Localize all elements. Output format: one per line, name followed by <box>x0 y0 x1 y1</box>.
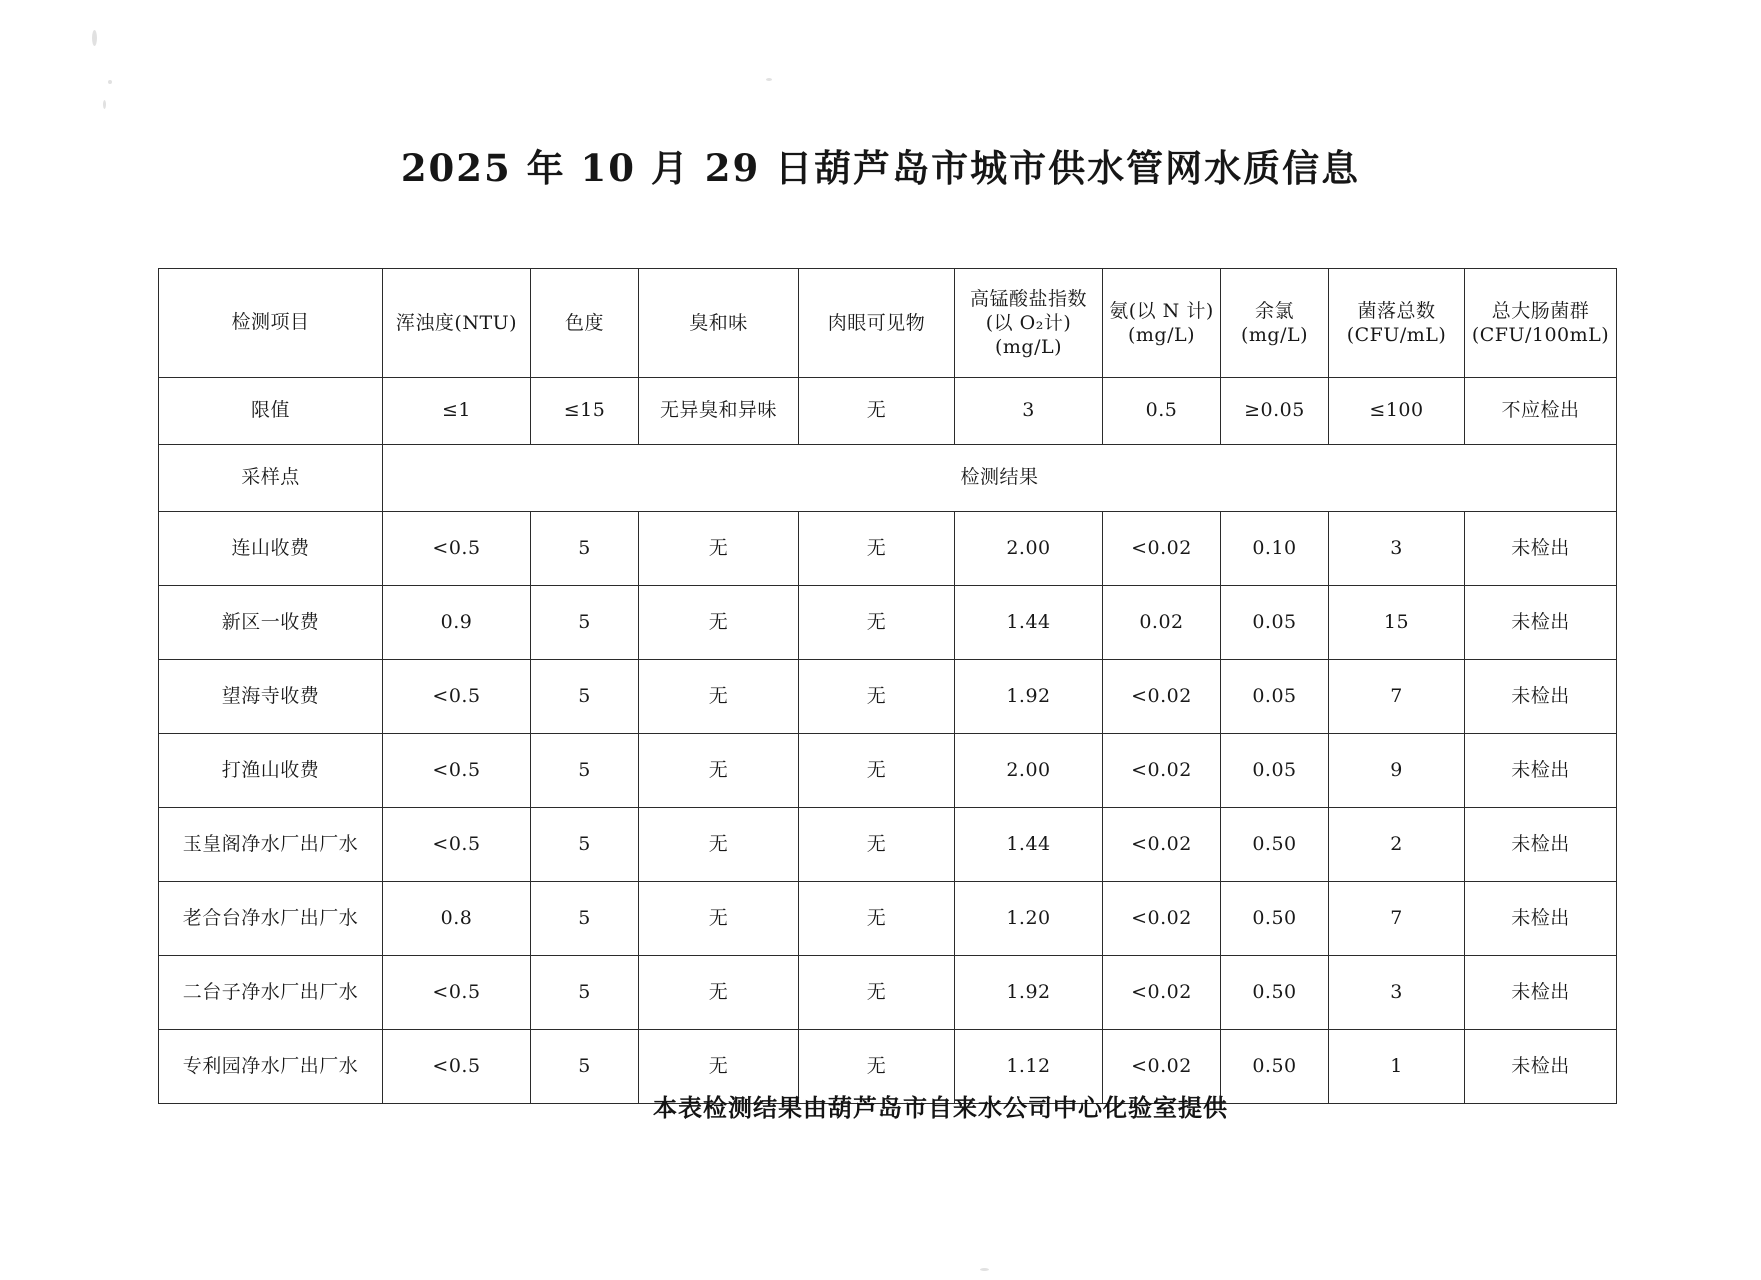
cell-turbidity: <0.5 <box>383 956 531 1030</box>
cell-turbidity: <0.5 <box>383 512 531 586</box>
cell-permanganate-index: 2.00 <box>955 512 1103 586</box>
limit-chromaticity: ≤15 <box>531 378 639 445</box>
header-line-1: 肉眼可见物 <box>827 311 926 334</box>
table-row <box>159 808 1617 882</box>
cell-turbidity: <0.5 <box>383 660 531 734</box>
cell-turbidity: <0.5 <box>383 808 531 882</box>
cell-residual-chlorine: 0.50 <box>1221 956 1329 1030</box>
limit-ammonia: 0.5 <box>1103 378 1221 445</box>
header-line-1: 余氯 <box>1254 299 1294 322</box>
limit-colony-count: ≤100 <box>1329 378 1465 445</box>
cell-visible-matter: 无 <box>799 660 955 734</box>
cell-turbidity: 0.9 <box>383 586 531 660</box>
cell-ammonia: <0.02 <box>1103 1030 1221 1104</box>
limit-turbidity: ≤1 <box>383 378 531 445</box>
cell-colony-count: 7 <box>1329 882 1465 956</box>
cell-chromaticity: 5 <box>531 956 639 1030</box>
header-line-1: 高锰酸盐指数 <box>969 287 1087 310</box>
header-line-2: (CFU/100mL) <box>1471 324 1610 346</box>
water-quality-table <box>158 268 1617 1104</box>
scan-speck <box>766 78 772 81</box>
cell-residual-chlorine: 0.50 <box>1221 808 1329 882</box>
cell-residual-chlorine: 0.05 <box>1221 586 1329 660</box>
cell-odor-taste: 无 <box>639 882 799 956</box>
cell-total-coliform: 未检出 <box>1465 586 1617 660</box>
cell-chromaticity: 5 <box>531 1030 639 1104</box>
header-cell-total-coliform <box>1465 269 1617 378</box>
sample-point-name: 老合台净水厂出厂水 <box>159 882 383 956</box>
cell-chromaticity: 5 <box>531 734 639 808</box>
cell-total-coliform: 未检出 <box>1465 956 1617 1030</box>
cell-visible-matter: 无 <box>799 512 955 586</box>
sample-point-name: 打渔山收费 <box>159 734 383 808</box>
cell-colony-count: 3 <box>1329 956 1465 1030</box>
limit-odor-taste: 无异臭和异味 <box>639 378 799 445</box>
cell-residual-chlorine: 0.50 <box>1221 882 1329 956</box>
cell-turbidity: <0.5 <box>383 1030 531 1104</box>
cell-permanganate-index: 1.44 <box>955 586 1103 660</box>
cell-turbidity: <0.5 <box>383 734 531 808</box>
cell-residual-chlorine: 0.50 <box>1221 1030 1329 1104</box>
results-group-header: 检测结果 <box>383 445 1617 512</box>
sample-point-name: 二台子净水厂出厂水 <box>159 956 383 1030</box>
cell-visible-matter: 无 <box>799 956 955 1030</box>
limit-permanganate-index: 3 <box>955 378 1103 445</box>
cell-visible-matter: 无 <box>799 586 955 660</box>
limit-residual-chlorine: ≥0.05 <box>1221 378 1329 445</box>
header-line-1: 氨(以 N 计) <box>1109 299 1214 322</box>
cell-residual-chlorine: 0.05 <box>1221 734 1329 808</box>
header-line-1: 总大肠菌群 <box>1491 299 1590 322</box>
cell-ammonia: <0.02 <box>1103 660 1221 734</box>
header-line-1: 菌落总数 <box>1357 299 1436 322</box>
table-row <box>159 882 1617 956</box>
cell-odor-taste: 无 <box>639 660 799 734</box>
limit-total-coliform: 不应检出 <box>1465 378 1617 445</box>
cell-odor-taste: 无 <box>639 512 799 586</box>
header-cell-chromaticity <box>531 269 639 378</box>
cell-permanganate-index: 1.92 <box>955 956 1103 1030</box>
cell-permanganate-index: 1.20 <box>955 882 1103 956</box>
header-cell-permanganate-index <box>955 269 1103 378</box>
cell-odor-taste: 无 <box>639 734 799 808</box>
scan-speck <box>92 30 97 46</box>
header-line-1: 浑浊度(NTU) <box>395 311 518 334</box>
table-row <box>159 512 1617 586</box>
cell-total-coliform: 未检出 <box>1465 660 1617 734</box>
scan-speck <box>108 80 112 84</box>
scan-speck <box>103 100 106 109</box>
cell-permanganate-index: 2.00 <box>955 734 1103 808</box>
cell-colony-count: 7 <box>1329 660 1465 734</box>
cell-chromaticity: 5 <box>531 512 639 586</box>
cell-odor-taste: 无 <box>639 586 799 660</box>
cell-ammonia: 0.02 <box>1103 586 1221 660</box>
cell-residual-chlorine: 0.05 <box>1221 660 1329 734</box>
table-row-limit <box>159 378 1617 445</box>
header-cell-turbidity <box>383 269 531 378</box>
cell-total-coliform: 未检出 <box>1465 734 1617 808</box>
header-cell-odor-taste <box>639 269 799 378</box>
cell-total-coliform: 未检出 <box>1465 512 1617 586</box>
header-cell-residual-chlorine <box>1221 269 1329 378</box>
row-label-limit: 限值 <box>159 378 383 445</box>
cell-colony-count: 9 <box>1329 734 1465 808</box>
header-cell-visible-matter <box>799 269 955 378</box>
header-line-1: 色度 <box>564 311 604 334</box>
table-row <box>159 734 1617 808</box>
cell-visible-matter: 无 <box>799 1030 955 1104</box>
cell-permanganate-index: 1.92 <box>955 660 1103 734</box>
cell-colony-count: 3 <box>1329 512 1465 586</box>
limit-visible-matter: 无 <box>799 378 955 445</box>
cell-total-coliform: 未检出 <box>1465 882 1617 956</box>
cell-permanganate-index: 1.12 <box>955 1030 1103 1104</box>
table-row <box>159 660 1617 734</box>
sample-point-name: 新区一收费 <box>159 586 383 660</box>
table-header-row <box>159 269 1617 378</box>
cell-ammonia: <0.02 <box>1103 882 1221 956</box>
cell-ammonia: <0.02 <box>1103 808 1221 882</box>
table-row <box>159 956 1617 1030</box>
cell-total-coliform: 未检出 <box>1465 808 1617 882</box>
header-line-1: 臭和味 <box>689 311 748 334</box>
header-line-2: (以 O₂计) <box>985 311 1072 334</box>
cell-turbidity: 0.8 <box>383 882 531 956</box>
cell-ammonia: <0.02 <box>1103 734 1221 808</box>
sample-point-name: 连山收费 <box>159 512 383 586</box>
cell-permanganate-index: 1.44 <box>955 808 1103 882</box>
sample-point-name: 专利园净水厂出厂水 <box>159 1030 383 1104</box>
header-cell-colony-count <box>1329 269 1465 378</box>
cell-visible-matter: 无 <box>799 882 955 956</box>
table-row <box>159 586 1617 660</box>
header-cell-item: 检测项目 <box>159 269 383 378</box>
cell-ammonia: <0.02 <box>1103 512 1221 586</box>
cell-total-coliform: 未检出 <box>1465 1030 1617 1104</box>
cell-visible-matter: 无 <box>799 734 955 808</box>
cell-ammonia: <0.02 <box>1103 956 1221 1030</box>
cell-visible-matter: 无 <box>799 808 955 882</box>
cell-odor-taste: 无 <box>639 956 799 1030</box>
footnote: 本表检测结果由葫芦岛市自来水公司中心化验室提供 <box>653 1093 1228 1122</box>
cell-chromaticity: 5 <box>531 660 639 734</box>
sample-point-name: 望海寺收费 <box>159 660 383 734</box>
header-line-3: (mg/L) <box>994 336 1063 359</box>
page-title: 2025 年 10 月 29 日葫芦岛市城市供水管网水质信息 <box>400 146 1361 190</box>
sample-point-name: 玉皇阁净水厂出厂水 <box>159 808 383 882</box>
scan-speck <box>980 1268 989 1271</box>
cell-odor-taste: 无 <box>639 808 799 882</box>
cell-residual-chlorine: 0.10 <box>1221 512 1329 586</box>
cell-chromaticity: 5 <box>531 882 639 956</box>
header-line-2: (mg/L) <box>1240 324 1309 346</box>
header-line-2: (mg/L) <box>1127 324 1196 346</box>
cell-chromaticity: 5 <box>531 586 639 660</box>
table-row-sampling-header <box>159 445 1617 512</box>
header-line-2: (CFU/mL) <box>1346 324 1447 346</box>
cell-colony-count: 15 <box>1329 586 1465 660</box>
row-label-sampling-point: 采样点 <box>159 445 383 512</box>
cell-odor-taste: 无 <box>639 1030 799 1104</box>
cell-colony-count: 2 <box>1329 808 1465 882</box>
cell-chromaticity: 5 <box>531 808 639 882</box>
cell-colony-count: 1 <box>1329 1030 1465 1104</box>
header-cell-ammonia <box>1103 269 1221 378</box>
